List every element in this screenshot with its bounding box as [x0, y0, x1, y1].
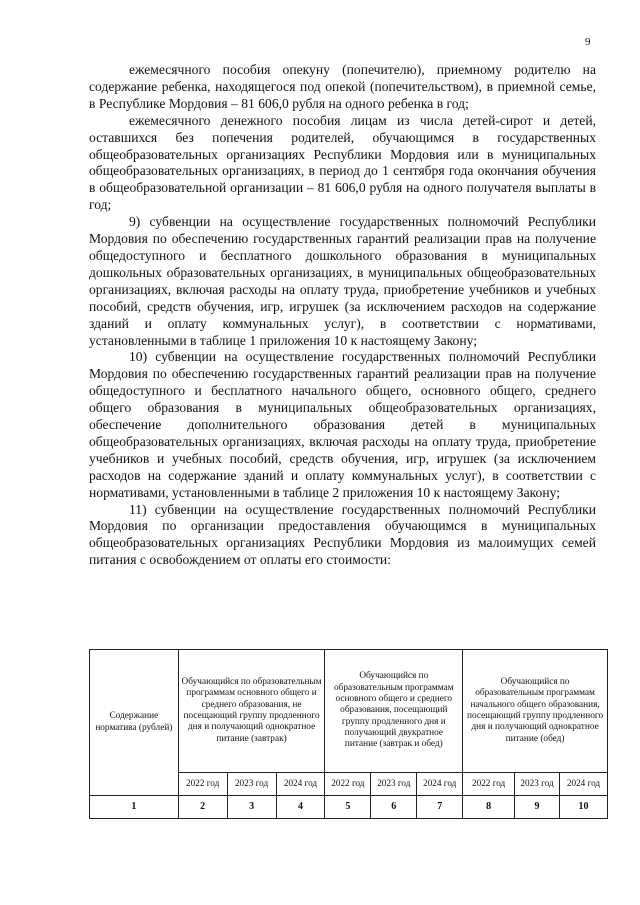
header-group-basic-two-meals: Обучающийся по образовательным программам основного общего и среднего образования, посещающий группу продленного дня и получающий двукратное питание (завтрак и обед) — [325, 650, 463, 773]
header-norm-content: Содержание норматива (рублей) — [90, 650, 179, 796]
header-year: 2024 год — [560, 773, 608, 796]
document-body — [89, 62, 596, 569]
page-number: 9 — [585, 36, 591, 48]
column-number: 2 — [178, 796, 227, 819]
header-year: 2022 год — [178, 773, 227, 796]
header-year: 2023 год — [227, 773, 276, 796]
header-year: 2024 год — [276, 773, 325, 796]
column-number: 6 — [371, 796, 417, 819]
header-group-basic-breakfast: Обучающийся по образовательным программам основного общего и среднего образования, не посещающий группу продленного дня и получающий однократное питание (завтрак) — [178, 650, 325, 773]
header-year: 2022 год — [463, 773, 515, 796]
column-number: 7 — [417, 796, 463, 819]
column-number: 4 — [276, 796, 325, 819]
header-year: 2023 год — [515, 773, 560, 796]
header-year: 2024 год — [417, 773, 463, 796]
norms-table — [89, 649, 608, 819]
paragraph-guardian-allowance: ежемесячного пособия опекуну (попечителю), приемному родителю на содержание ребенка, находящегося под опекой (попечительством), в приемной семье, в Республике Мордовия – 81 606,0 рубля на одного ребенка в год; — [89, 62, 596, 111]
paragraph-item-10: 10) субвенции на осуществление государственных полномочий Республики Мордовия по обеспечению государственных гарантий реализации прав на получение общедоступного и бесплатного начального общего, основного общего, среднего общего образования в муниципальных общеобразовательных организациях, обеспечение дополнительного образования детей в муниципальных общеобразовательных организациях, включая расходы на оплату труда, приобретение учебников и учебных пособий, средств обучения, игр, игрушек (за исключением расходов на содержание зданий и оплату коммунальных услуг), в соответствии с нормативами, установленными в таблице 2 приложения 10 к настоящему Закону; — [89, 349, 596, 500]
header-year: 2023 год — [371, 773, 417, 796]
header-group-primary-lunch: Обучающийся по образовательным программам начального общего образования, посещающий группу продленного дня и получающий однократное питание (обед) — [463, 650, 608, 773]
header-year: 2022 год — [325, 773, 371, 796]
column-number: 8 — [463, 796, 515, 819]
column-number: 1 — [90, 796, 179, 819]
column-number: 9 — [515, 796, 560, 819]
column-number: 3 — [227, 796, 276, 819]
column-number: 10 — [560, 796, 608, 819]
paragraph-orphan-allowance: ежемесячного денежного пособия лицам из числа детей-сирот и детей, оставшихся без попечения родителей, обучающимся в государственных общеобразовательных организациях Республики Мордовия или в муниципальных общеобразовательных организациях, в период до 1 сентября года окончания обучения в общеобразовательной организации – 81 606,0 рубля на одного получателя выплаты в год; — [89, 112, 596, 213]
paragraph-item-11: 11) субвенции на осуществление государственных полномочий Республики Мордовия по организации предоставления обучающимся в муниципальных общеобразовательных организациях Республики Мордовия из малоимущих семей питания с освобождением от оплаты его стоимости: — [89, 501, 596, 568]
column-number: 5 — [325, 796, 371, 819]
paragraph-item-9: 9) субвенции на осуществление государственных полномочий Республики Мордовия по обеспечению государственных гарантий реализации прав на получение общедоступного и бесплатного дошкольного образования в муниципальных дошкольных образовательных организациях, в муниципальных общеобразовательных организациях, включая расходы на оплату труда, приобретение учебников и учебных пособий, средств обучения, игр, игрушек (за исключением расходов на содержание зданий и оплату коммунальных услуг), в соответствии с нормативами, установленными в таблице 1 приложения 10 к настоящему Закону; — [89, 214, 596, 348]
